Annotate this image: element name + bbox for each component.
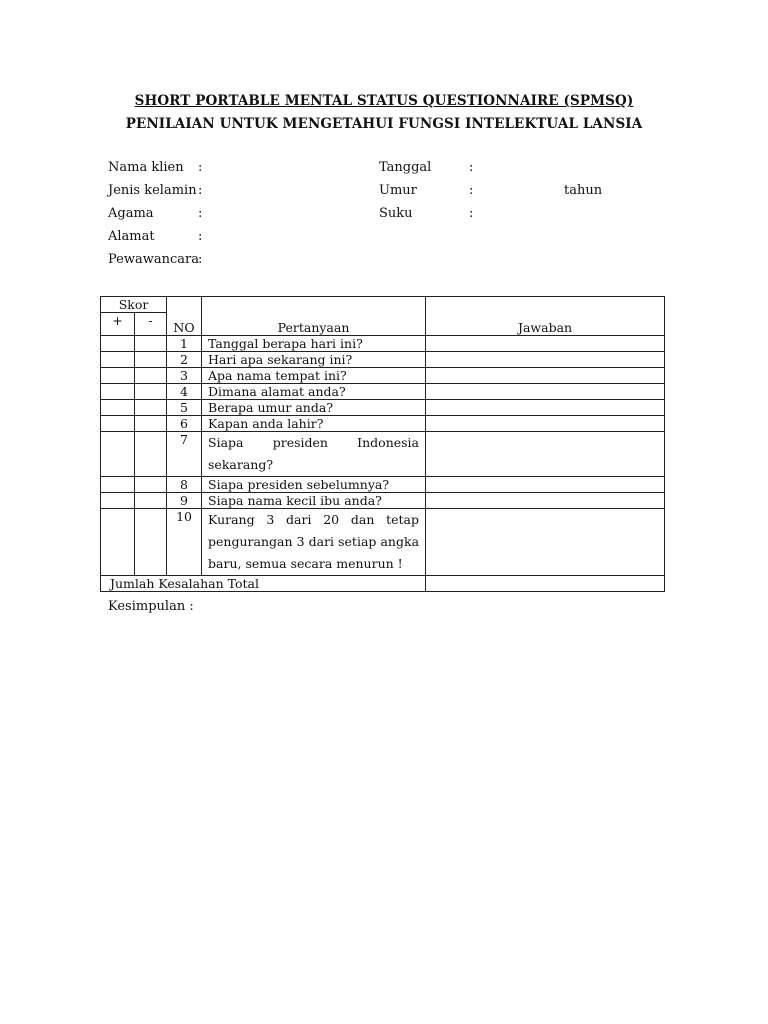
table-row bbox=[101, 477, 665, 493]
nama-klien-label: Nama klien bbox=[108, 160, 184, 175]
table-row bbox=[101, 509, 665, 576]
no-header: NO bbox=[167, 297, 202, 336]
total-errors-label: Jumlah Kesalahan Total bbox=[101, 576, 426, 592]
question-number: 10 bbox=[167, 509, 202, 576]
questionnaire-table bbox=[100, 296, 665, 592]
question-text: Kapan anda lahir? bbox=[202, 416, 426, 432]
skor-header: Skor bbox=[101, 297, 167, 313]
question-number: 3 bbox=[167, 368, 202, 384]
skor-minus-cell[interactable] bbox=[135, 400, 167, 416]
question-number: 5 bbox=[167, 400, 202, 416]
skor-plus-cell[interactable] bbox=[101, 416, 135, 432]
answer-cell[interactable] bbox=[426, 416, 665, 432]
tahun-label: tahun bbox=[564, 183, 603, 198]
question-number: 1 bbox=[167, 336, 202, 352]
table-row bbox=[101, 368, 665, 384]
question-number: 6 bbox=[167, 416, 202, 432]
skor-minus-cell[interactable] bbox=[135, 509, 167, 576]
skor-plus-cell[interactable] bbox=[101, 400, 135, 416]
umur-label: Umur bbox=[379, 183, 417, 198]
table-row bbox=[101, 400, 665, 416]
suku-label: Suku bbox=[379, 206, 413, 221]
table-header-row bbox=[101, 297, 665, 313]
skor-minus-cell[interactable] bbox=[135, 352, 167, 368]
answer-cell[interactable] bbox=[426, 368, 665, 384]
nama-klien-colon: : bbox=[198, 160, 203, 175]
document-title: SHORT PORTABLE MENTAL STATUS QUESTIONNAIRE (SPMSQ) bbox=[134, 93, 634, 109]
alamat-label: Alamat bbox=[108, 229, 155, 244]
skor-minus-cell[interactable] bbox=[135, 477, 167, 493]
question-text: Hari apa sekarang ini? bbox=[202, 352, 426, 368]
question-text bbox=[202, 509, 426, 576]
skor-minus-cell[interactable] bbox=[135, 368, 167, 384]
total-errors-cell[interactable] bbox=[426, 576, 665, 592]
table-row bbox=[101, 432, 665, 477]
question-number: 4 bbox=[167, 384, 202, 400]
question-number: 8 bbox=[167, 477, 202, 493]
question-number: 9 bbox=[167, 493, 202, 509]
jenis-kelamin-colon: : bbox=[198, 183, 203, 198]
skor-minus-cell[interactable] bbox=[135, 493, 167, 509]
table-row bbox=[101, 384, 665, 400]
answer-cell[interactable] bbox=[426, 493, 665, 509]
umur-colon: : bbox=[469, 183, 474, 198]
table-row bbox=[101, 416, 665, 432]
question-text: Apa nama tempat ini? bbox=[202, 368, 426, 384]
question-number: 7 bbox=[167, 432, 202, 477]
pewawancara-colon: : bbox=[198, 252, 203, 267]
jawaban-header: Jawaban bbox=[426, 297, 665, 336]
question-text: Siapa presiden sebelumnya? bbox=[202, 477, 426, 493]
question-text bbox=[202, 432, 426, 477]
skor-plus-cell[interactable] bbox=[101, 477, 135, 493]
question-text-line: sekarang? bbox=[208, 457, 274, 472]
agama-colon: : bbox=[198, 206, 203, 221]
answer-cell[interactable] bbox=[426, 336, 665, 352]
question-text: Tanggal berapa hari ini? bbox=[202, 336, 426, 352]
table-footer-row bbox=[101, 576, 665, 592]
question-number: 2 bbox=[167, 352, 202, 368]
question-text: Berapa umur anda? bbox=[202, 400, 426, 416]
jenis-kelamin-label: Jenis kelamin bbox=[108, 183, 197, 198]
table-row bbox=[101, 336, 665, 352]
suku-colon: : bbox=[469, 206, 474, 221]
table-row bbox=[101, 352, 665, 368]
document-subtitle: PENILAIAN UNTUK MENGETAHUI FUNGSI INTELEKTUAL LANSIA bbox=[125, 116, 643, 132]
answer-cell[interactable] bbox=[426, 509, 665, 576]
pertanyaan-header: Pertanyaan bbox=[202, 297, 426, 336]
answer-cell[interactable] bbox=[426, 352, 665, 368]
skor-plus-cell[interactable] bbox=[101, 384, 135, 400]
alamat-colon: : bbox=[198, 229, 203, 244]
answer-cell[interactable] bbox=[426, 384, 665, 400]
skor-plus-cell[interactable] bbox=[101, 368, 135, 384]
answer-cell[interactable] bbox=[426, 432, 665, 477]
tanggal-label: Tanggal bbox=[379, 160, 432, 175]
question-text: Siapa nama kecil ibu anda? bbox=[202, 493, 426, 509]
agama-label: Agama bbox=[108, 206, 154, 221]
tanggal-colon: : bbox=[469, 160, 474, 175]
skor-plus-cell[interactable] bbox=[101, 509, 135, 576]
question-text-line: pengurangan 3 dari setiap angka bbox=[208, 534, 420, 549]
answer-cell[interactable] bbox=[426, 477, 665, 493]
answer-cell[interactable] bbox=[426, 400, 665, 416]
skor-minus-header: - bbox=[135, 313, 167, 336]
question-text-line: baru, semua secara menurun ! bbox=[208, 556, 403, 571]
skor-minus-cell[interactable] bbox=[135, 384, 167, 400]
question-text: Dimana alamat anda? bbox=[202, 384, 426, 400]
skor-plus-cell[interactable] bbox=[101, 432, 135, 477]
skor-minus-cell[interactable] bbox=[135, 432, 167, 477]
skor-minus-cell[interactable] bbox=[135, 416, 167, 432]
pewawancara-label: Pewawancara bbox=[108, 252, 199, 267]
skor-plus-cell[interactable] bbox=[101, 352, 135, 368]
skor-plus-header: + bbox=[101, 313, 135, 336]
skor-minus-cell[interactable] bbox=[135, 336, 167, 352]
question-text-line: Siapa presiden Indonesia bbox=[208, 435, 420, 450]
table-row bbox=[101, 493, 665, 509]
kesimpulan-label: Kesimpulan : bbox=[108, 599, 194, 614]
skor-plus-cell[interactable] bbox=[101, 336, 135, 352]
question-text-line: Kurang 3 dari 20 dan tetap bbox=[208, 512, 420, 527]
skor-plus-cell[interactable] bbox=[101, 493, 135, 509]
